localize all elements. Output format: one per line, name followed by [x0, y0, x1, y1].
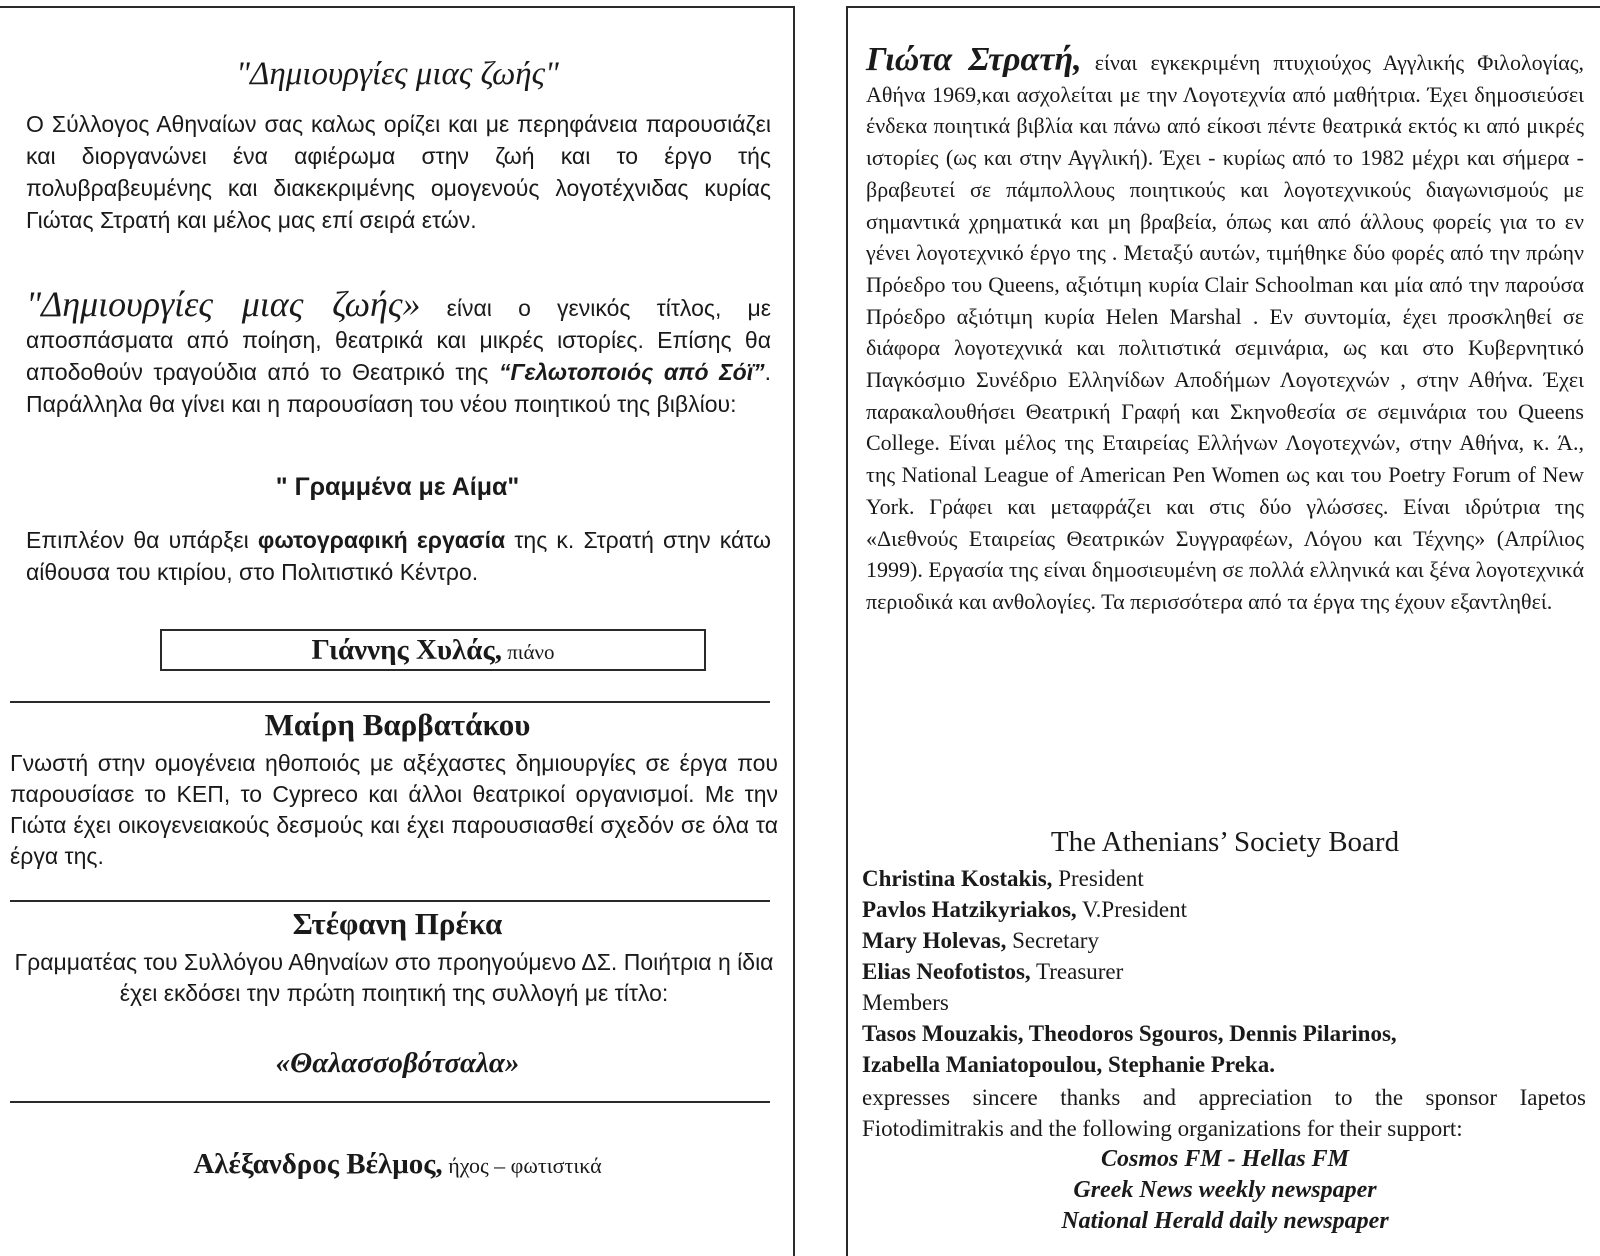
- author-bio-text: είναι εγκεκριμένη πτυχιούχος Αγγλικής Φιλολογίας, Αθήνα 1969,και ασχολείται με την Λογοτεχνία από μαθήτρια. Έχει δημοσιεύσει ένδεκα ποιητικά βιβλία και πάνω από είκοσι πέντε θεατρικά εκτός κι από μικρές ιστορίες (ως και στην Αγγλική). Έχει - κυρίως από το 1982 μέχρι και σήμερα - βραβευτεί σε πάμπολλους ποιητικούς και λογοτεχνικούς διαγωνισμούς με σημαντικά χρηματικά και μη βραβεία, όπως και από άλλους φορείς για το εν γένει λογοτεχνικό έργο της . Μεταξύ αυτών, τιμήθηκε δύο φορές από την πρώην Πρόεδρο του Queens, αξιότιμη κυρία Clair Schoolman και μία από την παρούσα Πρόεδρο αξιότιμη κυρία Helen Marshal . Εν συντομία, έχει προσκληθεί σε διάφορα λογοτεχνικά και πολιτιστικά σεμινάρια, ως και στο Κυβερνητικό Παγκόσμιο Συνέδριο Ελληνίδων Αποδήμων Λογοτεχνών , στην Αθήνα. Έχει παρακαλουθήσει Θεατρική Γραφή και Σκηνοθεσία σε σεμινάρια του Queens College. Είναι μέλος της Εταιρείας Ελλήνων Λογοτεχνών, στην Αθήνα, κ. Ά., της National League of American Pen Women ως και του Poetry Forum of New York. Γράφει και μεταφράζει και στις δύο γλώσσες. Είναι ιδρύτρια της «Διεθνούς Εταιρείας Θεατρικών Συγγραφέων, Λόγου και Τέχνης» (Απρίλιος 1999). Εργασία της είναι δημοσιευμένη σε πολλά ελληνικά και ξένα λογοτεχνικά περιοδικά και ανθολογίες. Τα περισσότερα από τα έργα της έχουν εξαντληθεί.: [866, 50, 1585, 614]
- right-page: [846, 6, 1600, 1256]
- board-title: The Athenians’ Society Board: [1050, 826, 1400, 858]
- board-member-role: Secretary: [1006, 928, 1099, 953]
- author-bio: [866, 41, 1585, 618]
- intro-paragraph: Ο Σύλλογος Αθηναίων σας καλως ορίζει και με περηφάνεια παρουσιάζει και διοργανώνει ένα αφιέρωμα στην ζωή και το έργο τής πολυβραβευμένης και διακεκριμένης ομογενούς λογοτέχνιδας κυρίας Γιώτας Στρατή και μέλος μας επί σειρά ετών.: [26, 111, 771, 233]
- exhibit-bold: φωτογραφική εργασία: [257, 527, 506, 553]
- divider: [10, 900, 770, 902]
- technician-role: ήχος – φωτιστικά: [442, 1153, 602, 1178]
- poet-book-title: «Θαλασσοβότσαλα»: [275, 1047, 520, 1079]
- technician-name: Αλέξανδρος Βέλμος,: [193, 1148, 443, 1180]
- pianist-role: πιάνο: [501, 640, 555, 664]
- program-text-b: . Παράλληλα θα γίνει και η παρουσίαση του νέου ποιητικού της βιβλίου:: [26, 359, 771, 417]
- event-title: "Δημιουργίες μιας ζωής": [236, 56, 559, 92]
- actor-name: Μαίρη Βαρβατάκου: [264, 707, 531, 742]
- poet-bio: Γραμματέας του Συλλόγου Αθηναίων στο προηγούμενο ΔΣ. Ποιήτρια η ίδια έχει εκδόσει την πρώτη ποιητική της συλλογή με τίτλο:: [14, 949, 774, 1006]
- board-member: [862, 894, 1592, 925]
- program-text-a: είναι ο γενικός τίτλος, με αποσπάσματα από ποίηση, θεατρικά και μικρές ιστορίες. Επίσης θα αποδοθούν τραγούδια από το Θεατρικό της: [26, 295, 771, 385]
- members-line: Izabella Maniatopoulou, Stephanie Preka.: [862, 1052, 1275, 1077]
- members-line: Tasos Mouzakis, Theodoros Sgouros, Dennis Pilarinos,: [862, 1021, 1397, 1046]
- sponsor-line: Cosmos FM - Hellas FM: [1100, 1146, 1350, 1172]
- book-title: " Γραμμένα με Αίμα": [275, 473, 520, 501]
- board-member: [862, 956, 1592, 987]
- divider: [10, 1101, 770, 1103]
- board-member-role: V.President: [1076, 897, 1187, 922]
- program-paragraph: [26, 284, 771, 420]
- exhibit-paragraph: [26, 524, 771, 588]
- board-member: [862, 925, 1592, 956]
- board-member-role: Treasurer: [1030, 959, 1124, 984]
- pianist-name: Γιάννης Χυλάς,: [311, 634, 502, 666]
- board-member-name: Mary Holevas,: [862, 928, 1007, 953]
- sponsor-line: Greek News weekly newspaper: [1073, 1177, 1377, 1203]
- exhibit-text-a: Επιπλέον θα υπάρξει: [26, 527, 258, 553]
- divider: [10, 701, 770, 703]
- board-member-name: Christina Kostakis,: [862, 866, 1053, 891]
- board-member: [862, 863, 1592, 894]
- board-member-role: President: [1052, 866, 1144, 891]
- sponsors-list: [848, 1144, 1600, 1237]
- technician-credit: [0, 1148, 795, 1181]
- author-name: Γιώτα Στρατή,: [866, 41, 1082, 78]
- sponsor-line: National Herald daily newspaper: [1061, 1208, 1389, 1234]
- left-page: [0, 6, 795, 1256]
- exhibit-text-b: της κ. Στρατή στην κάτω αίθουσα του κτιρίου, στο Πολιτιστικό Κέντρο.: [26, 527, 771, 585]
- thanks-paragraph: expresses sincere thanks and appreciation to the sponsor Iapetos Fiotodimitrakis and the following organizations for their support:: [862, 1085, 1586, 1141]
- pianist-box: [160, 629, 706, 671]
- board-member-name: Elias Neofotistos,: [862, 959, 1031, 984]
- board-list: [862, 863, 1592, 1080]
- board-member-name: Pavlos Hatzikyriakos,: [862, 897, 1077, 922]
- actor-bio: Γνωστή στην ομογένεια ηθοποιός με αξέχαστες δημιουργίες σε έργα που παρουσίασε το ΚΕΠ, το Cypreco και άλλοι θεατρικοί οργανισμοί. Με την Γιώτα έχει οικογενειακούς δεσμούς και έχει παρουσιασθεί σχεδόν σε όλα τα έργα της.: [10, 750, 778, 869]
- play-title: “Γελωτοποιός από Σόϊ”: [498, 359, 765, 385]
- members-label: Members: [862, 990, 949, 1015]
- program-lead-title: "Δημιουργίες μιας ζωής»: [26, 284, 421, 324]
- poet-name: Στέφανη Πρέκα: [292, 906, 503, 941]
